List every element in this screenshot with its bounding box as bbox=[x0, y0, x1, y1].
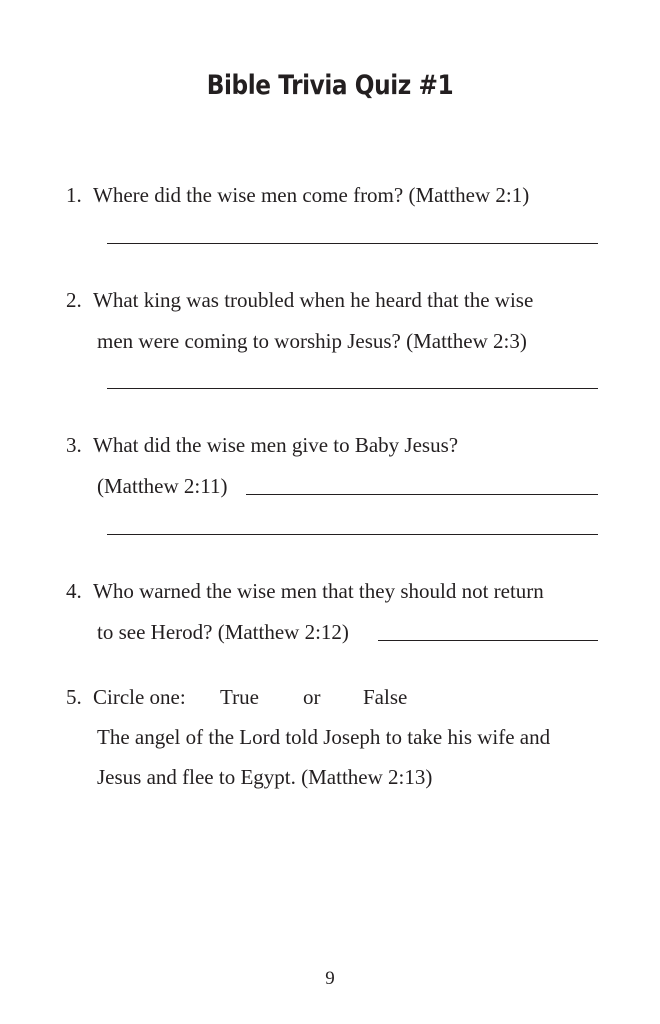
question-text: Where did the wise men come from? (Matthew 2:1) bbox=[93, 183, 530, 207]
question-text-continued: men were coming to worship Jesus? (Matthew 2:3) bbox=[97, 329, 527, 353]
question-text: What did the wise men give to Baby Jesus? bbox=[93, 433, 459, 457]
question-number: 4. bbox=[66, 579, 82, 603]
question-text: Who warned the wise men that they should not return bbox=[93, 579, 544, 603]
statement-text: The angel of the Lord told Joseph to take his wife and bbox=[97, 725, 551, 749]
statement-text-continued: Jesus and flee to Egypt. (Matthew 2:13) bbox=[97, 765, 433, 789]
option-or: or bbox=[303, 685, 321, 709]
question-number: 3. bbox=[66, 433, 82, 457]
page-title: Bible Trivia Quiz #1 bbox=[206, 70, 454, 101]
question-text-continued: (Matthew 2:11) bbox=[97, 474, 228, 498]
answer-line[interactable] bbox=[378, 640, 598, 641]
option-false[interactable]: False bbox=[363, 685, 408, 709]
question-number: 2. bbox=[66, 288, 82, 312]
answer-line[interactable] bbox=[246, 494, 598, 495]
circle-one-prompt: Circle one: bbox=[93, 685, 186, 709]
question-number: 1. bbox=[66, 183, 82, 207]
page-number: 9 bbox=[325, 968, 335, 989]
option-true[interactable]: True bbox=[220, 685, 259, 709]
answer-line[interactable] bbox=[107, 534, 598, 535]
question-text: What king was troubled when he heard that the wise bbox=[93, 288, 534, 312]
answer-line[interactable] bbox=[107, 243, 598, 244]
answer-line[interactable] bbox=[107, 388, 598, 389]
question-text-continued: to see Herod? (Matthew 2:12) bbox=[97, 620, 349, 644]
question-number: 5. bbox=[66, 685, 82, 709]
